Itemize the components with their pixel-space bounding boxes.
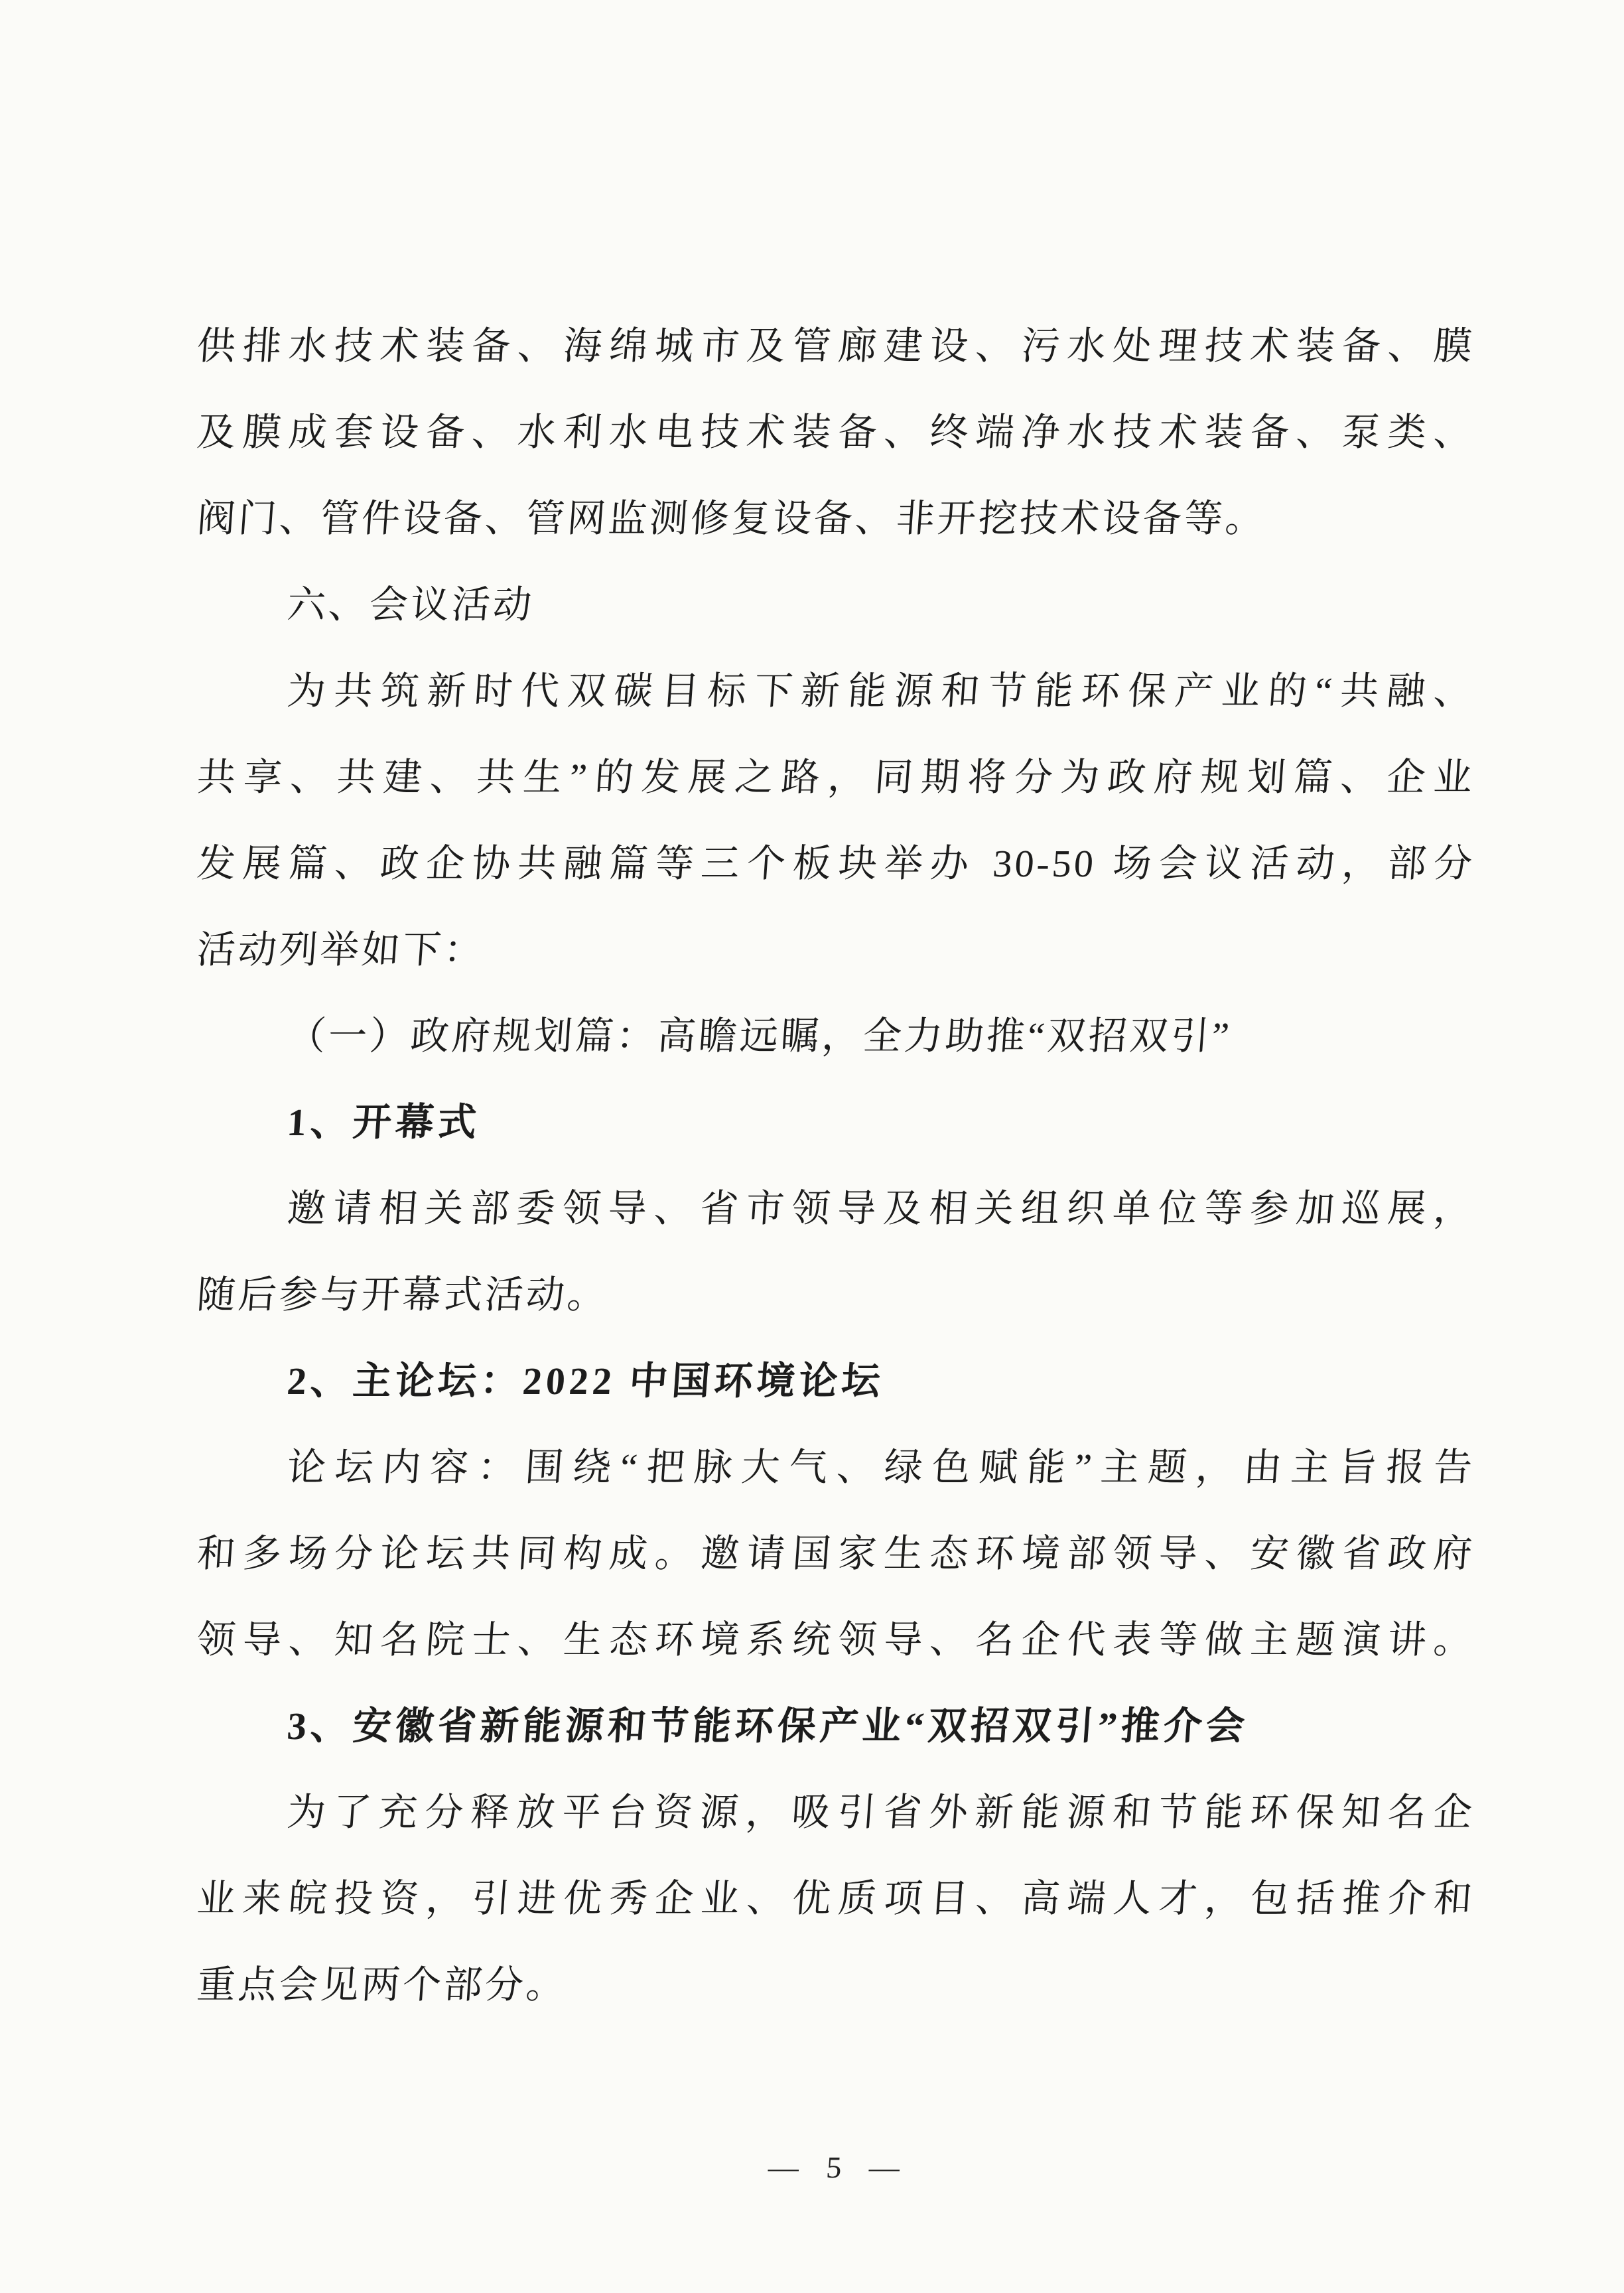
text-line: 阀门、管件设备、管网监测修复设备、非开挖技术设备等。 bbox=[195, 497, 1268, 540]
text-line: 活动列举如下： bbox=[195, 928, 487, 971]
text-line: 共享、共建、共生”的发展之路，同期将分为政府规划篇、企业 bbox=[195, 756, 1477, 799]
text-line: 为共筑新时代双碳目标下新能源和节能环保产业的“共融、 bbox=[285, 669, 1477, 713]
text-line: 领导、知名院士、生态环境系统领导、名企代表等做主题演讲。 bbox=[195, 1618, 1477, 1661]
text-line: 随后参与开幕式活动。 bbox=[195, 1273, 610, 1316]
text-line: 及膜成套设备、水利水电技术装备、终端净水技术装备、泵类、 bbox=[195, 411, 1477, 454]
document-body bbox=[197, 303, 1475, 2188]
page-number: — 5 — bbox=[767, 2150, 905, 2184]
text-line: 论坛内容：围绕“把脉大气、绿色赋能”主题，由主旨报告 bbox=[285, 1446, 1477, 1489]
section-heading: 2、主论坛：2022 中国环境论坛 bbox=[285, 1359, 886, 1403]
text-line: 业来皖投资，引进优秀企业、优质项目、高端人才，包括推介和 bbox=[195, 1877, 1477, 1920]
text-line: 供排水技术装备、海绵城市及管廊建设、污水处理技术装备、膜 bbox=[195, 324, 1477, 368]
text-line: 发展篇、政企协共融篇等三个板块举办 30-50 场会议活动，部分 bbox=[195, 842, 1477, 885]
text-line: 和多场分论坛共同构成。邀请国家生态环境部领导、安徽省政府 bbox=[195, 1532, 1477, 1575]
text-line: 邀请相关部委领导、省市领导及相关组织单位等参加巡展， bbox=[285, 1187, 1477, 1230]
section-heading: 3、安徽省新能源和节能环保产业“双招双引”推介会 bbox=[285, 1704, 1251, 1748]
section-heading: （一）政府规划篇：高瞻远瞩，全力助推“双招双引” bbox=[285, 1014, 1233, 1058]
text-line: 重点会见两个部分。 bbox=[195, 1963, 569, 2006]
section-heading: 六、会议活动 bbox=[285, 583, 536, 626]
section-heading: 1、开幕式 bbox=[285, 1101, 482, 1144]
text-line: 为了充分释放平台资源，吸引省外新能源和节能环保知名企 bbox=[285, 1791, 1477, 1834]
